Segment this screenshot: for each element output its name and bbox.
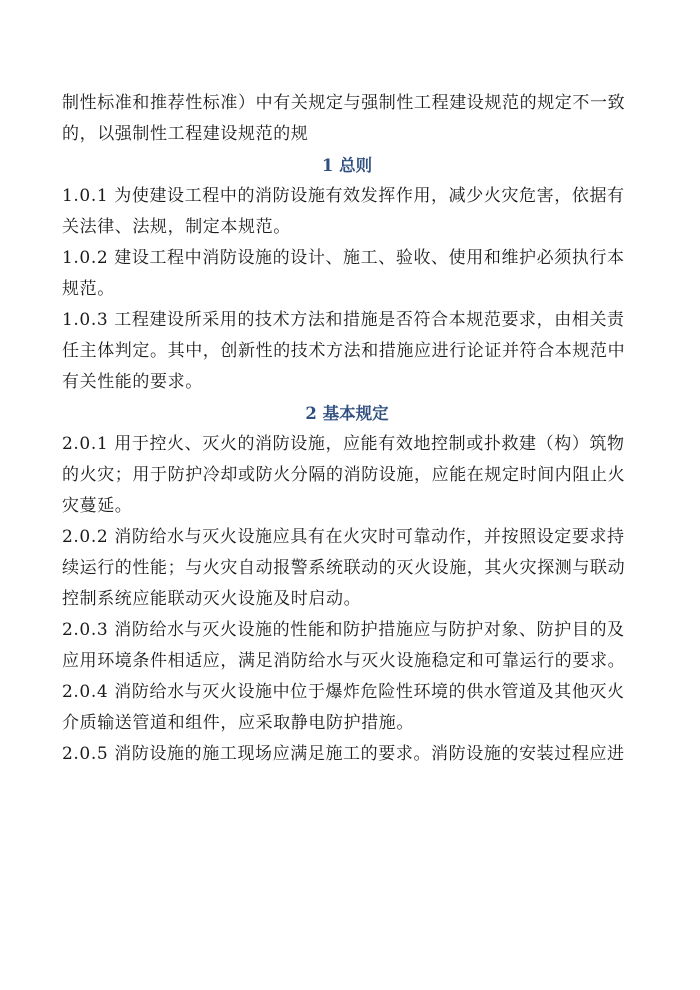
- text-line: 2.0.3 消防给水与灭火设施的性能和防护措施应与防护对象、防护目的及: [62, 620, 625, 640]
- clause-2-0-4: [62, 677, 632, 739]
- text-line: 任主体判定。其中，创新性的技术方法和措施应进行论证并符合本规范中: [62, 341, 626, 361]
- text-line: 续运行的性能；与火灾自动报警系统联动的灭火设施，其火灾探测与联动: [62, 558, 626, 578]
- text-line: 有关性能的要求。: [62, 372, 203, 392]
- clause-1-0-2: [62, 243, 632, 305]
- clause-2-0-2: [62, 522, 632, 615]
- text-line: 1.0.1 为使建设工程中的消防设施有效发挥作用，减少火灾危害，依据有: [62, 186, 625, 206]
- clause-2-0-3: [62, 615, 632, 677]
- text-line: 介质输送管道和组件，应采取静电防护措施。: [62, 713, 414, 733]
- text-line: 灾蔓延。: [62, 496, 133, 516]
- text-line: 1.0.3 工程建设所采用的技术方法和措施是否符合本规范要求，由相关责: [62, 310, 625, 330]
- text-line: 2.0.1 用于控火、灭火的消防设施，应能有效地控制或扑救建（构）筑物: [62, 434, 625, 454]
- clause-2-0-5: [62, 739, 632, 770]
- text-line: 的，以强制性工程建设规范的规: [62, 124, 309, 144]
- clause-1-0-1: [62, 181, 632, 243]
- text-line: 关法律、法规，制定本规范。: [62, 217, 291, 237]
- text-line: 应用环境条件相适应，满足消防给水与灭火设施稳定和可靠运行的要求。: [62, 651, 626, 671]
- text-line: 1.0.2 建设工程中消防设施的设计、施工、验收、使用和维护必须执行本: [62, 248, 625, 268]
- text-line: 控制系统应能联动灭火设施及时启动。: [62, 589, 362, 609]
- section-heading-2: 2 基本规定: [305, 404, 389, 423]
- text-line: 的火灾；用于防护冷却或防火分隔的消防设施，应能在规定时间内阻止火: [62, 465, 626, 485]
- clause-2-0-1: [62, 429, 632, 522]
- text-line: 2.0.5 消防设施的施工现场应满足施工的要求。消防设施的安装过程应进: [62, 744, 625, 764]
- text-line: 规范。: [62, 279, 115, 299]
- text-line: 2.0.2 消防给水与灭火设施应具有在火灾时可靠动作，并按照设定要求持: [62, 527, 625, 547]
- clause-1-0-3: [62, 305, 632, 398]
- document-page: [62, 88, 632, 770]
- intro-paragraph: [62, 88, 632, 150]
- text-line: 制性标准和推荐性标准）中有关规定与强制性工程建设规范的规定不一致: [62, 93, 626, 113]
- section-heading-1: 1 总则: [321, 156, 373, 175]
- text-line: 2.0.4 消防给水与灭火设施中位于爆炸危险性环境的供水管道及其他灭火: [62, 682, 625, 702]
